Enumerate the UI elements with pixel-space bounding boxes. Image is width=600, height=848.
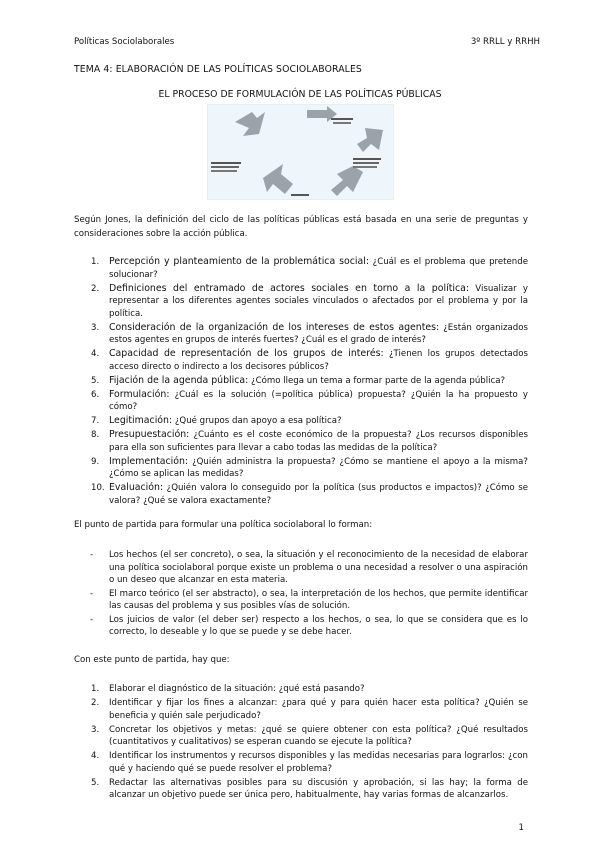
list-item-number: 1. — [91, 684, 100, 694]
list-item-text: ¿Cuál es la solución (=política pública) propuesta? ¿Quién la ha propuesto y cómo? — [109, 389, 528, 412]
diagram-label-left-3 — [211, 170, 237, 172]
list-item-text: Elaborar el diagnóstico de la situación: ¿qué está pasando? — [109, 684, 365, 694]
list-item-number: 8. — [91, 430, 100, 440]
list-item-text: ¿Cuánto es el coste económico de la propuesta? ¿Los recursos disponibles para ella son suficientes para llevar a cabo todas las medidas de la política? — [109, 430, 528, 453]
starting-point-list — [74, 549, 528, 640]
list-bullet: - — [90, 614, 94, 625]
list-item-number: 4. — [91, 751, 100, 761]
list-item — [74, 283, 528, 321]
list-item-title: Capacidad de representación de los grupos de interés: — [109, 348, 384, 359]
list-item — [74, 482, 528, 507]
list-item — [74, 322, 528, 347]
list-item-number: 5. — [91, 777, 100, 788]
list-item-text: ¿Quién valora lo conseguido por la política (sus productos e impactos)? ¿Cómo se valora? ¿Qué se valora exactamente? — [109, 483, 528, 506]
list-item-text: ¿Cómo llega un tema a formar parte de la agenda pública? — [248, 375, 506, 386]
diagram-background — [207, 104, 394, 200]
diagram-label-top-2 — [333, 122, 351, 124]
list-item — [74, 750, 528, 775]
list-item — [74, 348, 528, 373]
diagram-label-top — [331, 118, 353, 120]
list-item-title: Formulación: — [109, 388, 170, 400]
list-item — [74, 724, 528, 749]
list-bullet: - — [90, 588, 94, 599]
steps-intro: Con este punto de partida, hay que: — [74, 655, 230, 665]
list-item — [74, 614, 528, 639]
intro-paragraph: Según Jones, la definición del ciclo de las políticas públicas está basada en una serie de preguntas y consideraciones sobre la acción pública. — [74, 215, 528, 239]
list-item-text: ¿Quién administra la propuesta? ¿Cómo se mantiene el apoyo a la misma? ¿Cómo se aplican las medidas? — [109, 456, 528, 479]
list-item-number: 2. — [91, 283, 100, 294]
list-item-text: Redactar las alternativas posibles para su discusión y aprobación, si las hay; la forma de alcanzar un objetivo puede ser única pero, habitualmente, hay varias formas de alcanzarlos. — [109, 777, 528, 800]
list-item-number: 3. — [91, 322, 100, 333]
list-item — [74, 697, 528, 722]
list-item — [74, 777, 528, 802]
list-item-title: Definiciones del entramado de actores sociales en torno a la política: — [109, 282, 470, 294]
list-item-text: Los juicios de valor (el deber ser) respecto a los hechos, o sea, lo que se considera que es lo correcto, lo deseable y lo que se puede y se debe hacer. — [109, 614, 528, 637]
list-item-title: Presupuestación: — [109, 429, 190, 440]
list-item-text: ¿Tienen los grupos detectados acceso directo o indirecto a los decisores públicos? — [109, 349, 528, 372]
list-item-title: Consideración de la organización de los intereses de estos agentes: — [109, 321, 440, 333]
list-bullet: - — [90, 550, 94, 560]
list-item-number: 4. — [91, 349, 100, 359]
steps-list — [74, 683, 528, 803]
list-item — [74, 588, 528, 613]
cycle-question-list — [74, 256, 528, 509]
section-title: EL PROCESO DE FORMULACIÓN DE LAS POLÍTICAS PÚBLICAS — [158, 89, 442, 100]
diagram-label-right-2 — [353, 162, 379, 164]
list-item-title: Implementación: — [109, 455, 189, 467]
list-item-text: ¿Cuál es el problema que pretende solucionar? — [109, 257, 528, 280]
policy-cycle-diagram — [207, 104, 394, 200]
list-item — [74, 256, 528, 281]
list-item — [74, 683, 528, 696]
list-item-number: 5. — [91, 375, 100, 386]
list-item — [74, 389, 528, 414]
list-item — [74, 415, 528, 428]
list-item — [74, 456, 528, 481]
list-item — [74, 549, 528, 587]
diagram-label-left-2 — [211, 166, 239, 168]
list-item-number: 10. — [91, 483, 105, 493]
list-item-title: Fijación de la agenda pública: — [109, 374, 249, 386]
list-item-title: Evaluación: — [109, 482, 164, 493]
topic-title: TEMA 4: ELABORACIÓN DE LAS POLÍTICAS SOCIOLABORALES — [74, 64, 362, 75]
list-item-number: 9. — [91, 456, 100, 467]
list-item-number: 3. — [91, 724, 100, 735]
list-item-number: 2. — [91, 698, 100, 708]
running-header-subject: Políticas Sociolaborales — [74, 37, 175, 47]
list-item-text: ¿Están organizados estos agentes en grupos de interés fuertes? ¿Cuál es el grado de interés? — [109, 322, 528, 345]
page-number: 1 — [518, 823, 524, 833]
list-item-text: Los hechos (el ser concreto), o sea, la situación y el reconocimiento de la necesidad de elaborar una política sociolaboral porque existe un problema o una necesidad a resolver o una aspiración o un deseo que alcanzar en esta materia. — [109, 550, 528, 585]
list-item-number: 1. — [91, 257, 100, 267]
diagram-label-right-3 — [353, 166, 377, 168]
list-item-title: Percepción y planteamiento de la problemática social: — [109, 256, 369, 267]
diagram-label-bottom — [291, 194, 309, 196]
list-item — [74, 375, 528, 388]
list-item-text: Identificar y fijar los fines a alcanzar: ¿para qué y para quién hacer esta política? ¿Quién se beneficia y quién sale perjudicado? — [109, 698, 528, 721]
list-item — [74, 429, 528, 454]
starting-point-intro: El punto de partida para formular una política sociolaboral lo forman: — [74, 520, 373, 530]
diagram-label-right — [353, 158, 381, 160]
running-header-course: 3º RRLL y RRHH — [470, 37, 540, 47]
diagram-label-left — [211, 162, 241, 164]
list-item-number: 7. — [91, 416, 100, 426]
list-item-text: Visualizar y representar a los diferentes agentes sociales vinculados o afectados por el problema y por la política. — [109, 283, 528, 319]
list-item-text: ¿Qué grupos dan apoyo a esa política? — [172, 416, 342, 426]
list-item-number: 6. — [91, 389, 100, 400]
list-item-text: Concretar los objetivos y metas: ¿qué se quiere obtener con esta política? ¿Qué resultados (cuantitativos y cualitativos) se esperan cuando se ejecute la política? — [109, 724, 528, 747]
list-item-text: Identificar los instrumentos y recursos disponibles y las medidas necesarias para lograrlos: ¿con qué y haciendo qué se puede resolver el problema? — [109, 751, 528, 774]
list-item-title: Legitimación: — [109, 415, 173, 426]
list-item-text: El marco teórico (el ser abstracto), o sea, la interpretación de los hechos, que permite identificar las causas del problema y sus posibles vías de solución. — [109, 588, 528, 611]
